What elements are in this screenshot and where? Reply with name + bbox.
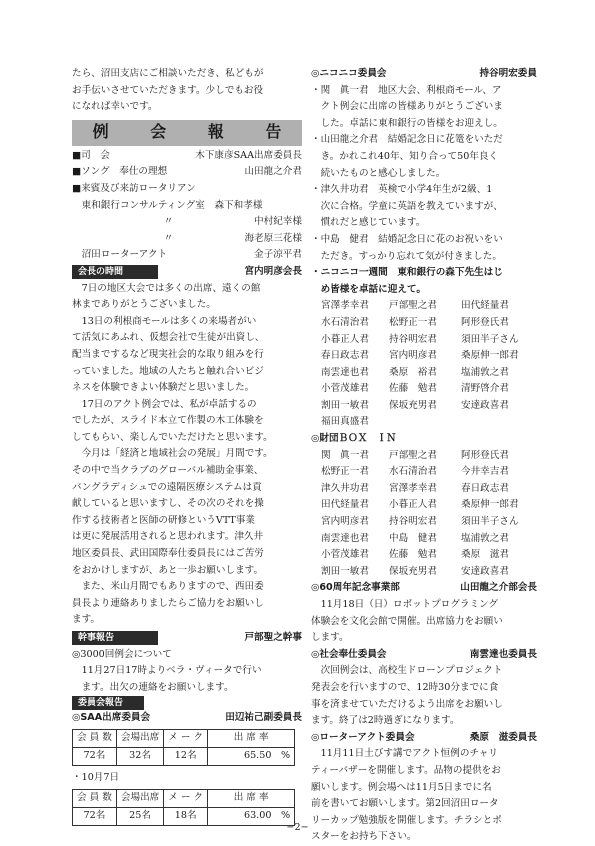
box-title: ◎財団ＢＯＸ ＩＮ bbox=[311, 433, 397, 445]
anniv-title: ◎60周年記念事業部 bbox=[311, 582, 400, 594]
rotaract-line: スターをお持ち下さい。 bbox=[311, 831, 417, 843]
box-name-grid bbox=[311, 448, 537, 581]
president-line: その中で当クラブのグローバル補助金事業、 bbox=[72, 465, 264, 477]
member-name: 南雲達也君 bbox=[321, 532, 369, 544]
anniv-line: 11月18日（日）ロボットプログラミング bbox=[320, 599, 499, 610]
member-name: 塩浦敦之君 bbox=[461, 532, 509, 544]
cell: 32名 bbox=[116, 747, 163, 765]
president-line: 地区委員長、武田国際奉仕委員長にはご苦労 bbox=[72, 548, 264, 560]
secretary-line: ます。出欠の連絡をお願いします。 bbox=[81, 681, 234, 693]
niko-week-line: め皆様を卓話に迎えて。 bbox=[320, 283, 426, 295]
box-header bbox=[311, 431, 537, 448]
page-number: −2− bbox=[286, 822, 309, 833]
member-name: 安達政喜君 bbox=[461, 399, 509, 411]
president-line: 林までありがとうございました。 bbox=[72, 299, 216, 311]
member-name: 春日政志君 bbox=[321, 350, 369, 362]
member-name: 小暮正人君 bbox=[321, 333, 369, 345]
president-line: ます。 bbox=[72, 614, 101, 626]
attendance-table-1 bbox=[72, 729, 295, 766]
member-name: 桑原伸一郎君 bbox=[461, 350, 519, 362]
member-name: 佐藤 勉君 bbox=[389, 383, 437, 395]
guest-name: 中村紀幸様 bbox=[254, 216, 302, 228]
rotaract-header bbox=[311, 730, 537, 747]
member-name: 中島 健君 bbox=[389, 532, 437, 544]
member-name: 田代経量君 bbox=[461, 300, 509, 312]
president-line: 配当までするなど現実社会的な取り組みを行 bbox=[72, 348, 264, 360]
niko-week-head bbox=[311, 265, 537, 298]
member-name: 戸部聖之君 bbox=[389, 300, 437, 312]
member-name: 保坂充男君 bbox=[389, 399, 437, 411]
niko-name-grid bbox=[311, 298, 537, 431]
member-name: 関 眞一君 bbox=[321, 449, 369, 461]
niko-week-line: ・ニコニコ一週間 東和銀行の森下先生はじ bbox=[311, 267, 503, 279]
col-header: メ ー ク bbox=[164, 729, 208, 747]
president-tag: 会長の時間 bbox=[72, 265, 158, 279]
president-body bbox=[72, 281, 302, 629]
member-name: 桑原 裕君 bbox=[389, 366, 437, 378]
member-name: 南雲達也君 bbox=[321, 366, 369, 378]
niko-item-line: した。卓話に東和銀行の皆様をお迎えし。 bbox=[320, 117, 503, 129]
cell: 65.50 % bbox=[208, 747, 295, 765]
member-name: 小菅茂雄君 bbox=[321, 383, 369, 395]
member-name: 阿形登氏君 bbox=[461, 316, 509, 328]
rotaract-line: 願いします。例会場へは11月5日までに名 bbox=[311, 781, 492, 793]
member-name: 割田一敏君 bbox=[321, 399, 369, 411]
social-name: 南雲達也委員長 bbox=[469, 648, 537, 660]
social-line: 事を済ませていただけるよう出席をお願いし bbox=[311, 698, 503, 710]
niko-items bbox=[311, 83, 537, 266]
niko-item-line: ・山田龍之介君 結婚記念日に花篭をいただ bbox=[311, 134, 503, 146]
member-name: 阿形登氏君 bbox=[461, 449, 509, 461]
member-name: 割田一敏君 bbox=[321, 565, 369, 577]
intro-line: たら、沼田支店にご相談いただき、私どもが bbox=[72, 68, 264, 79]
saa-title: ◎SAA出席委員会 bbox=[72, 712, 151, 724]
social-line: ます。終了は2時過ぎになります。 bbox=[311, 715, 460, 727]
secretary-name: 戸部聖之幹事 bbox=[244, 632, 302, 643]
social-line: 発表会を行いますので、12時30分までに食 bbox=[311, 681, 499, 693]
niko-item-line: 慣れだと感じています。 bbox=[320, 217, 426, 229]
col-header: 会 員 数 bbox=[73, 789, 117, 807]
anniv-header bbox=[311, 580, 537, 597]
committee-header bbox=[72, 696, 302, 710]
intro-line: になれば幸いです。 bbox=[72, 101, 158, 113]
member-name: 今井幸吉君 bbox=[461, 466, 509, 478]
president-name: 宮内明彦会長 bbox=[244, 265, 302, 277]
secretary-line: 11月27日17時よりベラ・ヴィータで行い bbox=[81, 665, 262, 677]
attendance-table-2 bbox=[72, 789, 295, 826]
member-name: 塩浦敦之君 bbox=[461, 366, 509, 378]
col-header: 会場出席 bbox=[116, 789, 163, 807]
program-label: ■来賓及び来訪ロータリアン bbox=[72, 182, 196, 194]
social-title: ◎社会奉仕委員会 bbox=[311, 648, 387, 660]
program-label: ■司 会 bbox=[72, 149, 110, 161]
president-line: 17日のアクト例会では、私が卓話するの bbox=[81, 398, 257, 410]
niko-item-line: 次に合格。学童に英語を教えていますが、 bbox=[320, 200, 503, 212]
oct-label: ・10月7日 bbox=[72, 771, 120, 783]
col-header: 会場出席 bbox=[116, 729, 163, 747]
member-name: 宮澤孝幸君 bbox=[389, 482, 437, 494]
member-name: 清野啓介君 bbox=[461, 383, 509, 395]
member-name: 桑原 滋君 bbox=[461, 549, 509, 561]
niko-item-line: き。かれこれ40年、知り合って50年良く bbox=[320, 150, 499, 162]
social-header bbox=[311, 647, 537, 664]
program-row bbox=[72, 164, 302, 181]
niko-item-line: クト例会に出席の皆様ありがとうございま bbox=[320, 101, 503, 113]
program-label: ■ソング 奉仕の理想 bbox=[72, 166, 168, 178]
rotaract-line: 前を書いてお願いします。第2回沼田ロータ bbox=[311, 798, 499, 810]
saa-header bbox=[72, 710, 302, 727]
member-name: 佐藤 勉君 bbox=[389, 549, 437, 561]
president-line: っていました。地域の人たちと触れ合いビジ bbox=[72, 365, 264, 377]
rotaract-line: ティーバザーを開催します。品物の提供をお bbox=[311, 764, 501, 776]
cell: 25名 bbox=[116, 807, 163, 825]
ditto-mark: 〃 bbox=[163, 232, 174, 244]
anniv-line: します。 bbox=[311, 632, 349, 644]
member-name: 田代経量君 bbox=[321, 499, 369, 511]
member-name: 戸部聖之君 bbox=[389, 449, 437, 461]
member-name: 津久井功君 bbox=[321, 482, 369, 494]
committee-tag: 委員会報告 bbox=[72, 696, 144, 710]
president-line: バングラディシュでの遠隔医療システムは貢 bbox=[72, 481, 262, 493]
guest-row bbox=[82, 214, 302, 231]
niko-item-line: 続いたものと感心しました。 bbox=[320, 167, 446, 179]
cell: 72名 bbox=[73, 747, 117, 765]
niko-name: 持谷明宏委員 bbox=[479, 68, 537, 79]
member-name: 須田半子さん bbox=[461, 516, 519, 528]
member-name: 水石清治君 bbox=[321, 316, 369, 328]
member-name: 保坂充男君 bbox=[389, 565, 437, 577]
program-value: 山田龍之介君 bbox=[244, 166, 302, 178]
president-line: て活気にあふれ、仮想会社で生徒が出資し、 bbox=[72, 332, 265, 344]
guest-row: 東和銀行コンサルティング室 森下和孝様 bbox=[81, 199, 263, 211]
niko-title: ◎ニコニコ委員会 bbox=[311, 68, 387, 79]
president-line: 作する技術者と医師の研修というVTT事業 bbox=[72, 514, 255, 526]
col-header: 会 員 数 bbox=[73, 729, 117, 747]
guest-list bbox=[72, 198, 302, 264]
cell: 18名 bbox=[164, 807, 208, 825]
anniv-line: 体験会を文化会館で開催。出席協力をお願い bbox=[311, 615, 503, 627]
member-name: 安達政喜君 bbox=[461, 565, 509, 577]
member-name: 宮内明彦君 bbox=[321, 516, 369, 528]
secretary-header bbox=[72, 630, 302, 647]
cell: 63.00 % bbox=[208, 807, 295, 825]
intro-line: お手伝いさせていただきます。少しでもお役 bbox=[72, 84, 264, 96]
program-value: 木下康彦SAA出席委員長 bbox=[195, 149, 302, 161]
member-name: 小菅茂雄君 bbox=[321, 549, 369, 561]
rotaract-name: 桑原 滋委員長 bbox=[469, 731, 537, 743]
president-line: 今月は「経済と地域社会の発展」月間です。 bbox=[81, 448, 273, 460]
president-line: は更に発展活用されると思われます。津久井 bbox=[72, 531, 264, 543]
guest-org: 沼田ローターアクト bbox=[81, 249, 168, 261]
guest-name: 金子涼平君 bbox=[254, 249, 302, 261]
president-line: してもらい、楽しんでいただけたと思います。 bbox=[72, 431, 273, 443]
social-line: 次回例会は、高校生ドローンプロジェクト bbox=[320, 665, 503, 677]
ditto-mark: 〃 bbox=[163, 216, 174, 228]
col-header: メ ー ク bbox=[164, 789, 208, 807]
president-line: また、米山月間でもありますので、西田委 bbox=[81, 581, 264, 593]
president-header bbox=[72, 264, 302, 281]
member-name: 春日政志君 bbox=[461, 482, 509, 494]
guest-row bbox=[82, 231, 302, 248]
member-name: 持谷明宏君 bbox=[389, 333, 437, 345]
meeting-report-banner: 例 会 報 告 bbox=[72, 120, 302, 146]
rotaract-line: 11月11日土びす講でアクト恒例のチャリ bbox=[320, 748, 498, 760]
member-name: 水石清治君 bbox=[389, 466, 437, 478]
right-column bbox=[311, 66, 537, 846]
member-name: 須田半子さん bbox=[461, 333, 519, 345]
saa-name: 田辺祐己副委員長 bbox=[225, 712, 302, 724]
president-line: をおかけしますが、あと一歩お願いします。 bbox=[72, 564, 264, 576]
president-line: 7日の地区大会では多くの出席、遠くの館 bbox=[81, 282, 261, 294]
niko-item-line: ・中島 健君 結婚記念日に花のお祝いをい bbox=[311, 233, 503, 245]
program-row bbox=[72, 148, 302, 165]
guest-name: 海老原三花様 bbox=[244, 232, 302, 244]
member-name: 福田真盛君 bbox=[321, 416, 369, 428]
secretary-line: ◎3000回例会について bbox=[72, 648, 172, 660]
rotaract-line: リーカップ勉強版を開催します。チラシとポ bbox=[311, 814, 502, 826]
member-name: 松野正一君 bbox=[389, 316, 437, 328]
president-line: 13日の利根商モールは多くの来場者がい bbox=[81, 315, 257, 327]
program-row bbox=[72, 181, 302, 198]
col-header: 出 席 率 bbox=[208, 789, 295, 807]
member-name: 小暮正人君 bbox=[389, 499, 437, 511]
president-line: でしたが、スライド本立て作製の木工体験を bbox=[72, 415, 264, 427]
anniv-name: 山田龍之介部会長 bbox=[460, 582, 537, 594]
niko-item-line: ・津久井功君 英検で小学4年生が2級、1 bbox=[311, 184, 493, 196]
member-name: 宮澤孝幸君 bbox=[321, 300, 369, 312]
niko-item-line: ただき。すっかり忘れて気が付きました。 bbox=[320, 250, 502, 262]
member-name: 松野正一君 bbox=[321, 466, 369, 478]
niko-header bbox=[311, 66, 537, 83]
president-line: 献していると思いますし、その次のそれを操 bbox=[72, 498, 264, 510]
president-line: ネスを体験できよい体験だと思いました。 bbox=[72, 382, 255, 394]
member-name: 桑原伸一郎君 bbox=[461, 499, 519, 511]
rotaract-title: ◎ローターアクト委員会 bbox=[311, 731, 415, 743]
member-name: 宮内明彦君 bbox=[389, 350, 437, 362]
cell: 72名 bbox=[73, 807, 117, 825]
left-column bbox=[72, 66, 302, 830]
secretary-tag: 幹事報告 bbox=[72, 631, 158, 645]
niko-item-line: ・関 眞一君 地区大会、利根商モール、ア bbox=[311, 84, 502, 96]
col-header: 出 席 率 bbox=[208, 729, 295, 747]
president-line: 員長より連絡ありましたらご協力をお願いし bbox=[72, 597, 264, 609]
guest-row bbox=[82, 247, 302, 264]
cell: 12名 bbox=[164, 747, 208, 765]
member-name: 持谷明宏君 bbox=[389, 516, 437, 528]
